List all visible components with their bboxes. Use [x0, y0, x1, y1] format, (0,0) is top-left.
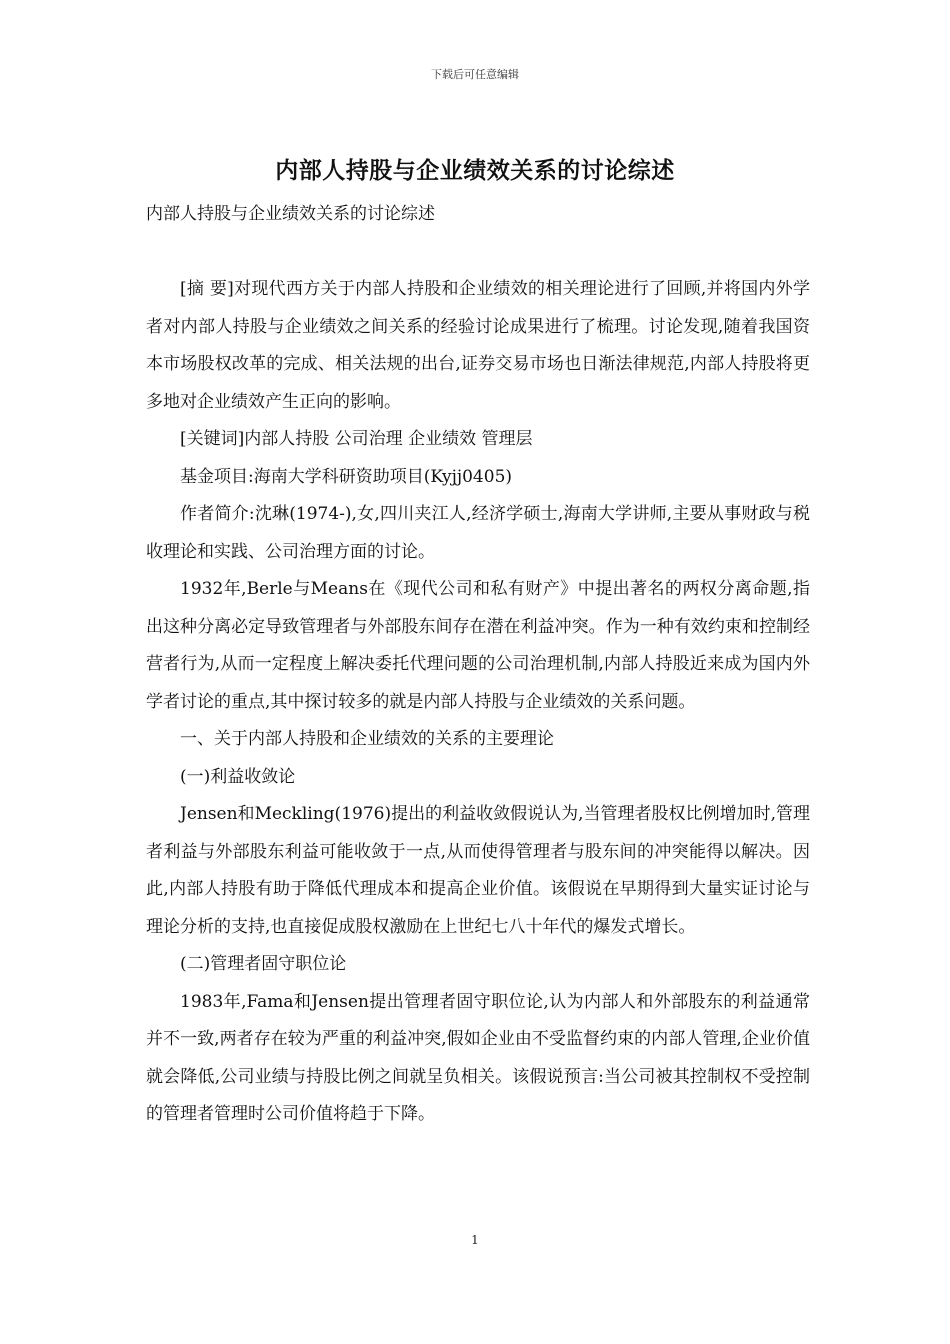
document-title: 内部人持股与企业绩效关系的讨论综述 [275, 157, 675, 184]
document-body [146, 196, 810, 1134]
author-paragraph: 作者简介:沈琳(1974-),女,四川夹江人,经济学硕士,海南大学讲师,主要从事财政与税收理论和实践、公司治理方面的讨论。 [146, 504, 810, 562]
body-paragraph: 1983年,Fama和Jensen提出管理者固守职位论,认为内部人和外部股东的利益通常并不一致,两者存在较为严重的利益冲突,假如企业由不受监督约束的内部人管理,企业价值就会降低,公司业绩与持股比例之间就呈负相关。该假说预言:当公司被其控制权不受控制的管理者管理时公司价值将趋于下降。 [146, 991, 810, 1124]
header-note: 下载后可任意编辑 [431, 68, 519, 81]
section-heading: 一、关于内部人持股和企业绩效的关系的主要理论 [180, 729, 554, 749]
subsection-heading: (一)利益收敛论 [180, 766, 296, 787]
body-paragraph: Jensen和Meckling(1976)提出的利益收敛假说认为,当管理者股权比例增加时,管理者利益与外部股东利益可能收敛于一点,从而使得管理者与股东间的冲突能得以解决。因此,内部人持股有助于降低代理成本和提高企业价值。该假说在早期得到大量实证讨论与理论分析的支持,也直接促成股权激励在上世纪七八十年代的爆发式增长。 [146, 804, 810, 937]
page-number: 1 [471, 1233, 479, 1247]
keywords-paragraph: [关键词]内部人持股 公司治理 企业绩效 管理层 [180, 429, 533, 449]
intro-paragraph: 1932年,Berle与Means在《现代公司和私有财产》中提出著名的两权分离命题,指出这种分离必定导致管理者与外部股东间存在潜在利益冲突。作为一种有效约束和控制经营者行为,从而一定程度上解决委托代理问题的公司治理机制,内部人持股近来成为国内外学者讨论的重点,其中探讨较多的就是内部人持股与企业绩效的关系问题。 [146, 579, 810, 712]
funding-paragraph: 基金项目:海南大学科研资助项目(Kyjj0405) [180, 466, 513, 487]
abstract-paragraph: [摘 要]对现代西方关于内部人持股和企业绩效的相关理论进行了回顾,并将国内外学者对内部人持股与企业绩效之间关系的经验讨论成果进行了梳理。讨论发现,随着我国资本市场股权改革的完成、相关法规的出台,证券交易市场也日渐法律规范,内部人持股将更多地对企业绩效产生正向的影响。 [146, 279, 810, 412]
subsection-heading: (二)管理者固守职位论 [180, 954, 347, 974]
document-subtitle: 内部人持股与企业绩效关系的讨论综述 [146, 204, 435, 224]
